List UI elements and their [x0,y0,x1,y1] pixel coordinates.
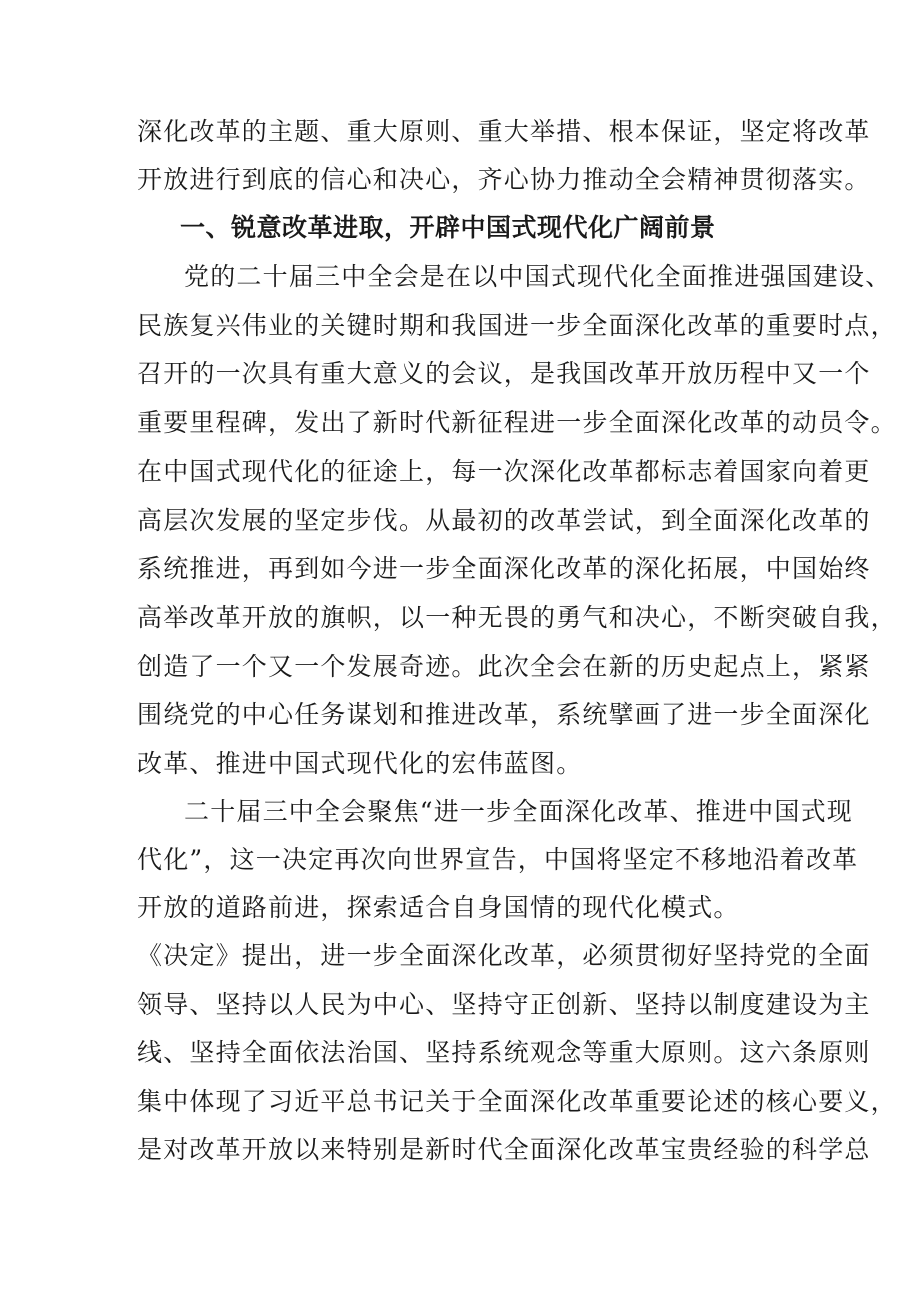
body-text-line: 《决定》提出，进一步全面深化改革，必须贯彻好坚持党的全面 [137,941,871,970]
body-text-line: 党的二十届三中全会是在以中国式现代化全面推进强国建设、 [184,262,892,291]
body-text-line: 在中国式现代化的征途上，每一次深化改革都标志着国家向着更 [137,457,871,486]
body-text-line: 高举改革开放的旗帜，以一种无畏的勇气和决心，不断突破自我， [137,603,897,632]
body-text-line: 民族复兴伟业的关键时期和我国进一步全面深化改革的重要时点， [137,311,897,340]
body-text-line: 深化改革的主题、重大原则、重大举措、根本保证，坚定将改革 [137,117,871,146]
body-text-line: 集中体现了习近平总书记关于全面深化改革重要论述的核心要义， [137,1087,897,1116]
body-text-line: 是对改革开放以来特别是新时代全面深化改革宝贵经验的科学总 [137,1135,871,1164]
body-text-line: 重要里程碑，发出了新时代新征程进一步全面深化改革的动员令。 [137,408,897,437]
body-text-line: 线、坚持全面依法治国、坚持系统观念等重大原则。这六条原则 [137,1038,871,1067]
body-text-line: 围绕党的中心任务谋划和推进改革，系统擘画了进一步全面深化 [137,700,871,729]
body-text-line: 改革、推进中国式现代化的宏伟蓝图。 [137,749,583,778]
body-text-line: 代化”，这一决定再次向世界宣告，中国将坚定不移地沿着改革 [137,845,859,874]
body-text-line: 开放的道路前进，探索适合自身国情的现代化模式。 [137,893,740,922]
body-text-line: 创造了一个又一个发展奇迹。此次全会在新的历史起点上，紧紧 [137,652,871,681]
body-text-line: 二十届三中全会聚焦“进一步全面深化改革、推进中国式现 [184,797,853,826]
body-text-line: 召开的一次具有重大意义的会议，是我国改革开放历程中又一个 [137,359,871,388]
body-text-line: 高层次发展的坚定步伐。从最初的改革尝试，到全面深化改革的 [137,506,871,535]
body-text-line: 领导、坚持以人民为中心、坚持守正创新、坚持以制度建设为主 [137,990,871,1019]
body-text-line: 系统推进，再到如今进一步全面深化改革的深化拓展，中国始终 [137,554,871,583]
body-text-line: 开放进行到底的信心和决心，齐心协力推动全会精神贯彻落实。 [137,165,871,194]
section-heading: 一、锐意改革进取，开辟中国式现代化广阔前景 [180,213,716,242]
